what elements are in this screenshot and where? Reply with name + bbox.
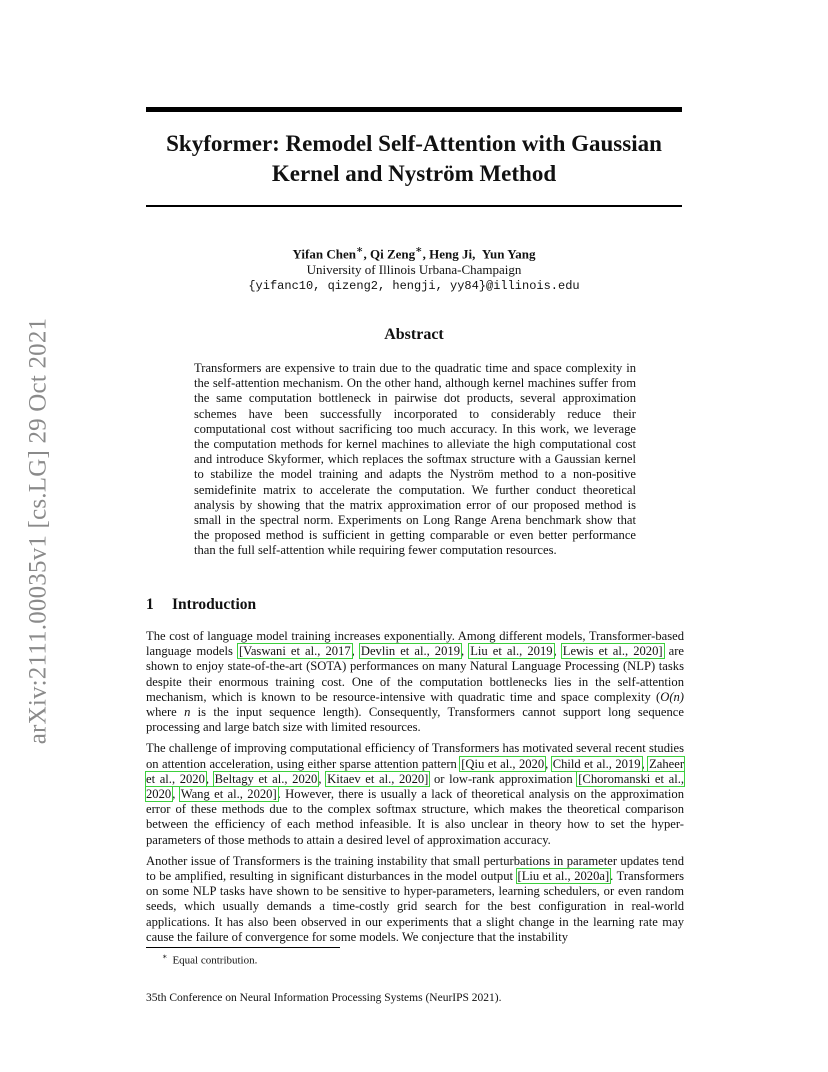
- author-block: [146, 242, 682, 294]
- text-run: where: [146, 705, 185, 720]
- citation-link[interactable]: Child et al., 2019: [552, 756, 641, 771]
- citation-link[interactable]: Beltagy et al., 2020: [214, 771, 318, 786]
- author-name: Yifan Chen: [292, 246, 356, 262]
- abstract-text: Transformers are expensive to train due to the quadratic time and space complexity in the self-attention mechanism. On the other hand, although kernel machines suffer from the same computation bottleneck in pairwise dot products, several approximation schemes have been successfully incorporated to considerably reduce their computational cost without sacrificing too much accuracy. In this work, we leverage the computation methods for kernel machines to alleviate the high computational cost and introduce Skyformer, which replaces the softmax structure with a Gaussian kernel to stabilize the model training and adapts the Nyström method to a non-positive semidefinite matrix to accelerate the computation. We further conduct theoretical analysis by showing that the matrix approximation error of our proposed method is small in the spectral norm. Experiments on Long Range Arena benchmark show that the proposed method is sufficient in getting comparable or even better performance than the full self-attention while requiring fewer computation resources.: [194, 361, 636, 558]
- text-run: ,: [553, 644, 562, 659]
- paragraph: [146, 629, 684, 735]
- citation-link[interactable]: [Choromanski et al., 2020: [146, 771, 684, 802]
- introduction-body: [146, 629, 684, 951]
- text-run: The challenge of improving computational efficiency of Transformers has motivated several recent studies on attention acceleration, using either sparse attention pattern: [146, 741, 684, 771]
- author-name: Heng Ji: [429, 246, 473, 262]
- arxiv-id-text: arXiv:2111.00035v1 [cs.LG] 29 Oct 2021: [24, 317, 52, 745]
- paragraph: [146, 741, 684, 847]
- author-name: Yun Yang: [481, 246, 536, 262]
- footnote-text: Equal contribution.: [172, 954, 258, 967]
- title-top-rule: [146, 107, 682, 112]
- title-line-2: Kernel and Nyström Method: [271, 161, 557, 186]
- section-heading-introduction: [146, 596, 256, 614]
- citation-link[interactable]: Kitaev et al., 2020]: [327, 771, 429, 786]
- author-emails: {yifanc10, qizeng2, hengji, yy84}@illinois.edu: [248, 279, 580, 294]
- citation-link[interactable]: Wang et al., 2020]: [180, 787, 277, 802]
- text-run: ,: [641, 756, 649, 771]
- text-run: is the input sequence length). Consequently, Transformers cannot support long sequence processing and large batch size with limited resources.: [146, 705, 684, 735]
- text-run: ,: [205, 771, 214, 786]
- citation-link[interactable]: Liu et al., 2019: [470, 644, 553, 659]
- footnote-mark: ∗: [162, 952, 168, 961]
- equal-contribution-mark: ∗: [355, 244, 364, 256]
- footnote-rule: [146, 947, 340, 948]
- math-expression: O(n): [660, 689, 684, 704]
- section-title: Introduction: [172, 596, 257, 613]
- text-run: are shown to enjoy state-of-the-art (SOTA) performances on many Natural Language Processing (NLP) tasks despite their enormous training cost. One of the computation bottlenecks lies in the self-attention mechanism, which is known to be resource-intensive with quadratic time and space complexity (: [146, 644, 685, 704]
- author-name: Qi Zeng: [369, 246, 416, 262]
- author-names: Yifan Chen∗, Qi Zeng∗, Heng Ji, Yun Yang: [292, 244, 536, 262]
- text-run: The cost of language model training increases exponentially. Among different models, Transformer-based language models: [146, 629, 684, 659]
- text-run: Another issue of Transformers is the training instability that small perturbations in parameter updates tend to be amplified, resulting in significant disturbances in the model output: [146, 853, 684, 884]
- text-run: or low-rank approximation: [429, 771, 578, 786]
- arxiv-identifier-stamp: [20, 296, 56, 766]
- citation-link[interactable]: Zaheer et al., 2020: [146, 756, 685, 786]
- citation-link[interactable]: Devlin et al., 2019: [360, 644, 460, 659]
- text-run: ,: [545, 756, 552, 771]
- text-run: ,: [172, 787, 180, 802]
- citation-link[interactable]: [Liu et al., 2020a]: [517, 869, 610, 884]
- title-bottom-rule: [146, 205, 682, 207]
- author-affiliation: University of Illinois Urbana-Champaign: [306, 262, 522, 278]
- text-run: ,: [351, 644, 360, 659]
- citation-link[interactable]: [Vaswani et al., 2017: [238, 644, 351, 659]
- text-run: ,: [318, 771, 327, 786]
- conference-notice: 35th Conference on Neural Information Processing Systems (NeurIPS 2021).: [146, 992, 502, 1004]
- section-number: 1: [146, 596, 154, 613]
- footnote: [162, 950, 257, 968]
- citation-link[interactable]: Lewis et al., 2020]: [562, 644, 663, 659]
- paper-title: [146, 129, 682, 189]
- title-line-1: Skyformer: Remodel Self-Attention with Gaussian: [166, 131, 662, 156]
- abstract-heading: Abstract: [384, 326, 444, 343]
- text-run: . However, there is usually a lack of theoretical analysis on the approximation error of these methods due to the complex softmax structure, which makes the theoretical comparison between the efficiency of each method infeasible. It is also unclear in theory how to set the hyper-parameters of those methods to attain a desired level of approximation accuracy.: [146, 787, 684, 847]
- paragraph: [146, 854, 684, 945]
- text-run: ,: [461, 644, 470, 659]
- equal-contribution-mark: ∗: [415, 244, 423, 256]
- citation-link[interactable]: [Qiu et al., 2020: [461, 756, 545, 771]
- text-run: . Transformers on some NLP tasks have shown to be sensitive to hyper-parameters, learning schedulers, or even random seeds, which usually demands a time-costly grid search for the best configuration in real-world applications. It has also been observed in our experiments that a slight change in the learning rate may cause the failure of convergence for some models. We conjecture that the instability: [146, 869, 684, 944]
- math-expression: n: [184, 705, 191, 720]
